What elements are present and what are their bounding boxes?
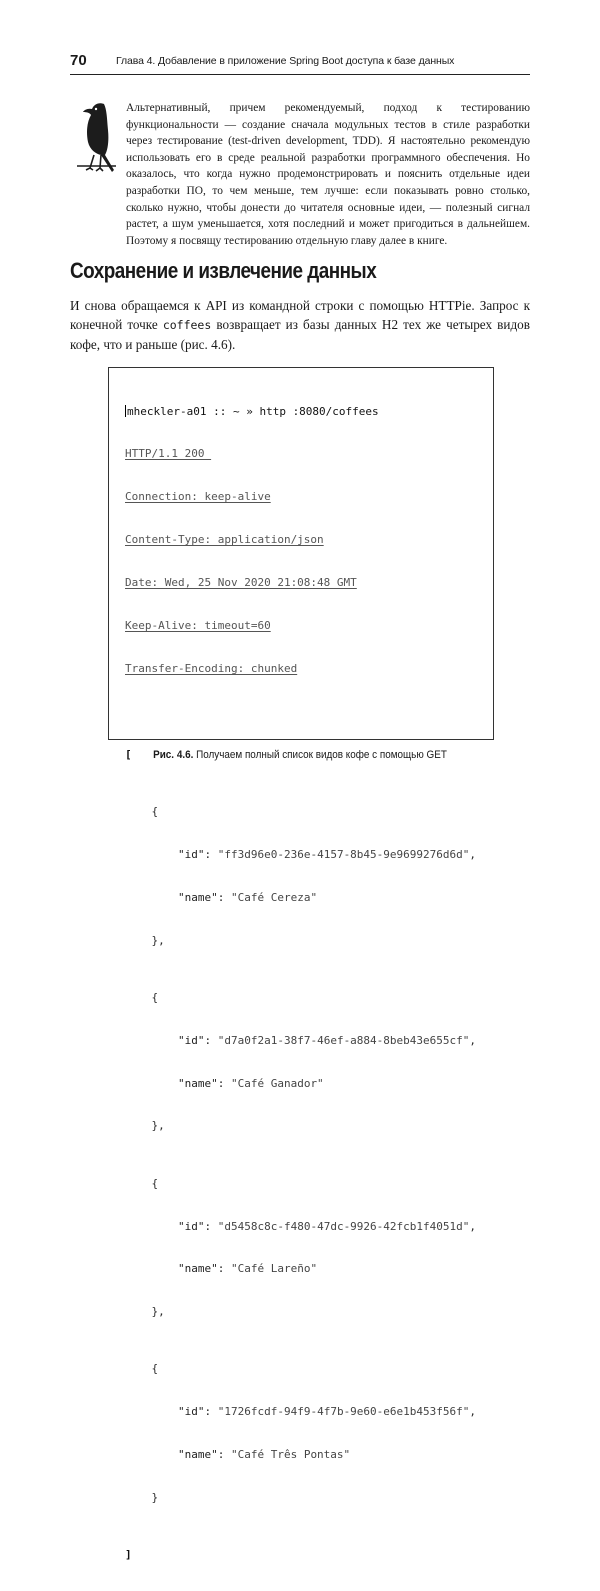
terminal-prompt: mheckler-a01 :: ~ » http :8080/coffees <box>127 404 379 418</box>
header-date: Date: Wed, 25 Nov 2020 21:08:48 GMT <box>125 576 357 590</box>
json-id-key: "id": <box>177 847 218 861</box>
figure-caption <box>30 749 570 761</box>
json-id-value: "ff3d96e0-236e-4157-8b45-9e9699276d6d" <box>217 847 470 861</box>
json-name-key: "name": <box>177 1262 231 1276</box>
terminal-output <box>125 376 476 1591</box>
json-object-open: { <box>125 990 159 1004</box>
header-transfer-encoding: Transfer-Encoding: chunked <box>125 661 298 675</box>
json-id-line: "id": "1726fcdf-94f9-4f7b-9e60-e6e1b453f56f", <box>177 1405 477 1419</box>
body-text-part2: возвращает из базы данных H2 тех же четырех видов кофе, что и раньше (рис. 4.6). <box>70 317 530 353</box>
json-object-open: { <box>125 1362 159 1376</box>
json-id-line: "id": "d7a0f2a1-38f7-46ef-a884-8beb43e655cf", <box>177 1033 477 1047</box>
json-name-key: "name": <box>177 1448 231 1462</box>
note-text: Альтернативный, причем рекомендуемый, подход к тестированию функциональности — создание сначала модульных тестов в стиле разработки через тестирование (test-driven development, TDD). Я настоятельно рекомендую использовать его в среде реальной разработки программного обеспечения. Но оказалось, что когда нужно продемонстрировать и пояснить отдельные идеи разработки ПО, то чем меньше, тем лучше: если показывать ровно столько, сколько нужно, чтобы донести до читателя основные идеи, — полезный сигнал растет, а шум уменьшается, хотя последний и может пригодиться в дальнейшем. Поэтому я посвящу тестированию отдельную главу далее в книге. <box>126 102 530 247</box>
page-number: 70 <box>70 52 87 69</box>
json-name-value: "Café Cereza" <box>230 890 318 904</box>
json-id-line: "id": "ff3d96e0-236e-4157-8b45-9e9699276d6d", <box>177 847 477 861</box>
running-head: Глава 4. Добавление в приложение Spring Boot доступа к базе данных <box>116 55 455 67</box>
crow-icon <box>74 100 118 178</box>
json-object-close: }, <box>125 1119 165 1133</box>
figure-label: Рис. 4.6. <box>153 749 194 761</box>
section-title: Сохранение и извлечение данных <box>70 258 377 283</box>
json-name-line <box>125 1077 476 1091</box>
header-connection: Connection: keep-alive <box>125 490 271 504</box>
json-id-key: "id": <box>177 1405 218 1419</box>
json-object-open: { <box>125 1176 159 1190</box>
json-id-key: "id": <box>177 1033 218 1047</box>
json-name-line <box>125 1262 476 1276</box>
json-id-key: "id": <box>177 1219 218 1233</box>
inline-code-coffees: coffees <box>162 318 212 333</box>
header-content-type: Content-Type: application/json <box>125 533 324 547</box>
terminal-prompt-line <box>125 405 476 419</box>
json-name-value: "Café Três Pontas" <box>230 1448 351 1462</box>
json-name-line <box>125 891 476 905</box>
json-id-value: "d7a0f2a1-38f7-46ef-a884-8beb43e655cf" <box>217 1033 470 1047</box>
json-name-value: "Café Ganador" <box>230 1076 324 1090</box>
json-id-value: "d5458c8c-f480-47dc-9926-42fcb1f4051d" <box>217 1219 470 1233</box>
json-id-line: "id": "d5458c8c-f480-47dc-9926-42fcb1f4051d", <box>177 1219 477 1233</box>
json-object-close: }, <box>125 1305 165 1319</box>
blank-line <box>125 705 476 719</box>
body-text-part1: И снова обращаемся к API из командной строки с помощью HTTPie. Запрос к конечной точке <box>70 298 530 333</box>
response-status: HTTP/1.1 200 <box>125 447 212 461</box>
figure-caption-text: Получаем полный список видов кофе с помощью GET <box>193 749 447 761</box>
json-name-key: "name": <box>177 890 231 904</box>
json-name-key: "name": <box>177 1076 231 1090</box>
json-object-open: { <box>125 804 159 818</box>
body-paragraph <box>70 296 530 355</box>
json-object-close: } <box>125 1491 159 1505</box>
header-keep-alive: Keep-Alive: timeout=60 <box>125 619 271 633</box>
cursor-icon <box>125 405 126 417</box>
json-close-bracket: ] <box>125 1548 132 1562</box>
json-id-value: "1726fcdf-94f9-4f7b-9e60-e6e1b453f56f" <box>217 1405 470 1419</box>
json-name-value: "Café Lareño" <box>230 1262 318 1276</box>
json-open-bracket: [ <box>125 747 132 761</box>
json-object-close: }, <box>125 933 165 947</box>
page-header <box>70 52 530 75</box>
json-name-line <box>125 1448 476 1462</box>
